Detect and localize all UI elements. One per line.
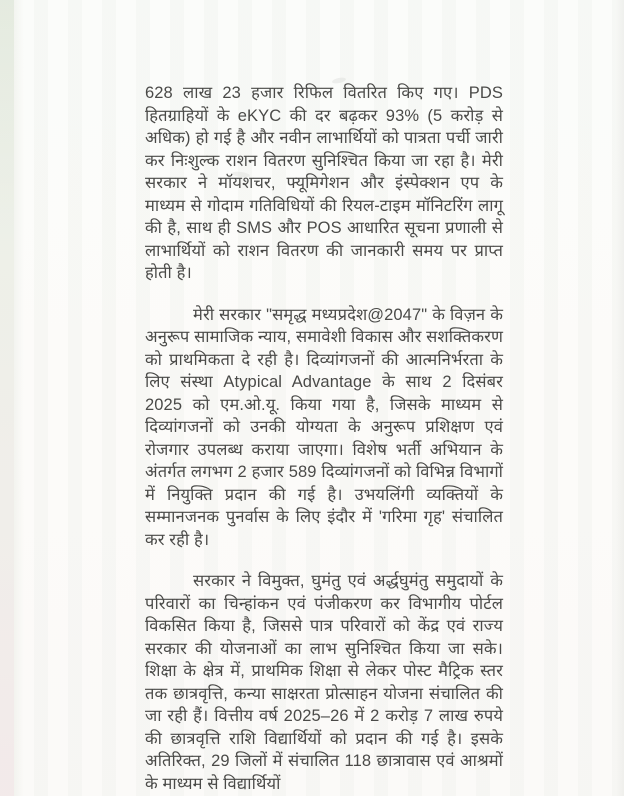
document-text-block [145, 82, 503, 796]
paragraph-vimukt-ghumantu-education: सरकार ने विमुक्त, घुमंतु एवं अर्द्धघुमंतु समुदायों के परिवारों का चिन्हांकन एवं पंजीकरण कर विभागीय पोर्टल विकसित किया है, जिससे पात्र परिवारों को केंद्र एवं राज्य सरकार की योजनाओं का लाभ सुनिश्चित किया जा सके। शिक्षा के क्षेत्र में, प्राथमिक शिक्षा से लेकर पोस्ट मैट्रिक स्तर तक छात्रवृत्ति, कन्या साक्षरता प्रोत्साहन योजना संचालित की जा रही हैं। वित्तीय वर्ष 2025–26 में 2 करोड़ 7 लाख रुपये की छात्रवृत्ति राशि विद्यार्थियों को प्रदान की गई है। इसके अतिरिक्त, 29 जिलों में संचालित 118 छात्रावास एवं आश्रमों के माध्यम से विद्यार्थियों [145, 572, 503, 793]
paragraph-pds-ration: 628 लाख 23 हजार रिफिल वितरित किए गए। PDS हितग्राहियों के eKYC की दर बढ़कर 93% (5 करोड़ से अधिक) हो गई है और नवीन लाभार्थियों को पात्रता पर्ची जारी कर निःशुल्क राशन वितरण सुनिश्चित किया जा रहा है। मेरी सरकार ने मॉयशचर, फ्यूमिगेशन और इंस्पेक्शन एप के माध्यम से गोदाम गतिविधियों की रियल-टाइम मॉनिटरिंग लागू की है, साथ ही SMS और POS आधारित सूचना प्रणाली से लाभार्थियों को राशन वितरण की जानकारी समय पर प्राप्त होती है। [145, 84, 503, 282]
scan-edge-left-shadow [14, 0, 24, 796]
paragraph-samriddha-mp-2047: मेरी सरकार "समृद्ध मध्यप्रदेश@2047" के विज़न के अनुरूप सामाजिक न्याय, समावेशी विकास और सशक्तिकरण को प्राथमिकता दे रही है। दिव्यांगजनों की आत्मनिर्भरता के लिए संस्था Atypical Advantage के साथ 2 दिसंबर 2025 को एम.ओ.यू. किया गया है, जिसके माध्यम से दिव्यांगजनों को उनकी योग्यता के अनुरूप प्रशिक्षण एवं रोजगार उपलब्ध कराया जाएगा। विशेष भर्ती अभियान के अंतर्गत लगभग 2 हजार 589 दिव्यांगजनों को विभिन्न विभागों में नियुक्ति प्रदान की गई है। उभयलिंगी व्यक्तियों के सम्मानजनक पुनर्वास के लिए इंदौर में 'गरिमा गृह' संचालित कर रही है। [145, 305, 503, 549]
scan-edge-right [616, 0, 624, 796]
scan-edge-left [0, 0, 14, 796]
